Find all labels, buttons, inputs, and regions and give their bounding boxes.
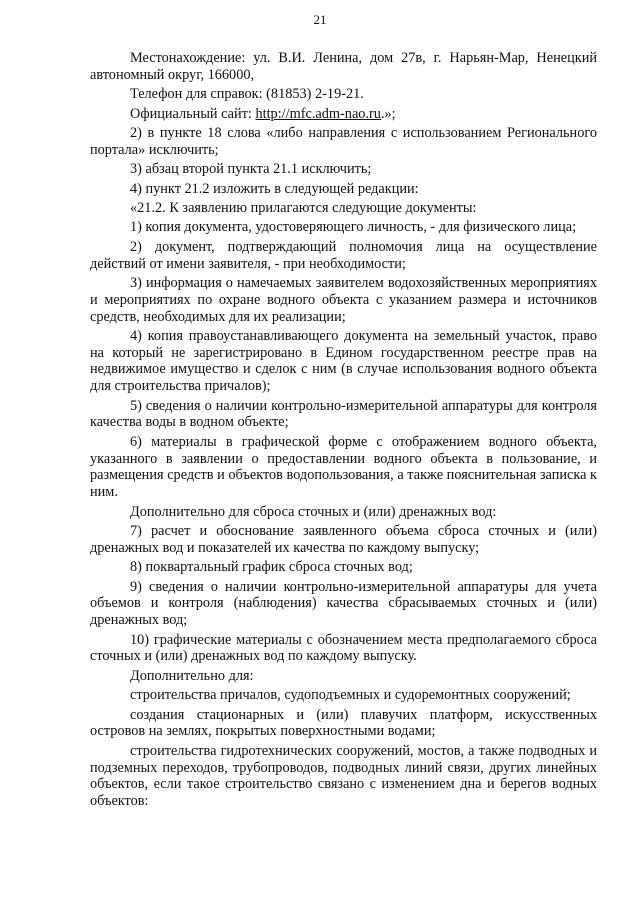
paragraph-doc-7: 7) расчет и обоснование заявленного объема сброса сточных и (или) дренажных вод и показателей их качества по каждому выпуску; — [90, 523, 597, 556]
paragraph-doc-6: 6) материалы в графической форме с отображением водного объекта, указанного в заявлении о предоставлении водного объекта в пользование, и размещения средств и объектов водопользования, а также пояснительная записка к ним. — [90, 433, 597, 501]
paragraph-location: Местонахождение: ул. В.И. Ленина, дом 27в, г. Нарьян-Мар, Ненецкий автономный округ, 166000, — [90, 50, 597, 83]
paragraph-website — [90, 106, 597, 123]
paragraph-doc-9: 9) сведения о наличии контрольно-измерительной аппаратуры для учета объемов и контроля (наблюдения) качества сбрасываемых сточных и (или) дренажных вод; — [90, 578, 597, 629]
paragraph-doc-1: 1) копия документа, удостоверяющего личность, - для физического лица; — [130, 219, 577, 236]
paragraph-piers: строительства причалов, судоподъемных и судоремонтных сооружений; — [130, 687, 571, 704]
paragraph-phone: Телефон для справок: (81853) 2-19-21. — [130, 86, 364, 103]
document-body — [90, 50, 597, 813]
paragraph-item-3: 3) абзац второй пункта 21.1 исключить; — [130, 161, 372, 178]
paragraph-hydro-structures: строительства гидротехнических сооружений, мостов, а также подводных и подземных переходов, трубопроводов, подводных линий связи, других линейных объектов, если такое строительство связано с изменением дна и берегов водных объектов: — [90, 742, 597, 810]
paragraph-doc-3: 3) информация о намечаемых заявителем водохозяйственных мероприятиях и мероприятиях по охране водного объекта с указанием размера и источников средств, необходимых для их реализации; — [90, 274, 597, 325]
paragraph-doc-10: 10) графические материалы с обозначением места предполагаемого сброса сточных и (или) дренажных вод по каждому выпуску. — [90, 631, 597, 665]
website-link[interactable]: http://mfc.adm-nao.ru — [255, 105, 381, 122]
website-suffix: .»; — [380, 105, 396, 122]
paragraph-additional-heading: Дополнительно для: — [130, 667, 254, 684]
paragraph-21-2-intro: «21.2. К заявлению прилагаются следующие документы: — [130, 199, 477, 216]
paragraph-doc-2: 2) документ, подтверждающий полномочия лица на осуществление действий от имени заявителя, - при необходимости; — [90, 238, 597, 272]
paragraph-item-2: 2) в пункте 18 слова «либо направления с использованием Регионального портала» исключить; — [90, 124, 597, 158]
page-number: 21 — [313, 12, 327, 27]
paragraph-doc-5: 5) сведения о наличии контрольно-измерительной аппаратуры для контроля качества воды в водном объекте; — [90, 397, 597, 431]
paragraph-wastewater-heading: Дополнительно для сброса сточных и (или) дренажных вод: — [130, 503, 497, 520]
website-label: Официальный сайт: — [130, 105, 256, 122]
paragraph-doc-8: 8) поквартальный график сброса сточных вод; — [130, 559, 413, 576]
paragraph-doc-4: 4) копия правоустанавливающего документа на земельный участок, право на который не зарегистрировано в Едином государственном реестре прав на недвижимое имущество и сделок с ним (в случае использования водного объекта для строительства причалов); — [90, 327, 597, 395]
paragraph-platforms: создания стационарных и (или) плавучих платформ, искусственных островов на землях, покрытых поверхностными водами; — [90, 706, 597, 740]
paragraph-item-4: 4) пункт 21.2 изложить в следующей редакции: — [130, 180, 419, 197]
